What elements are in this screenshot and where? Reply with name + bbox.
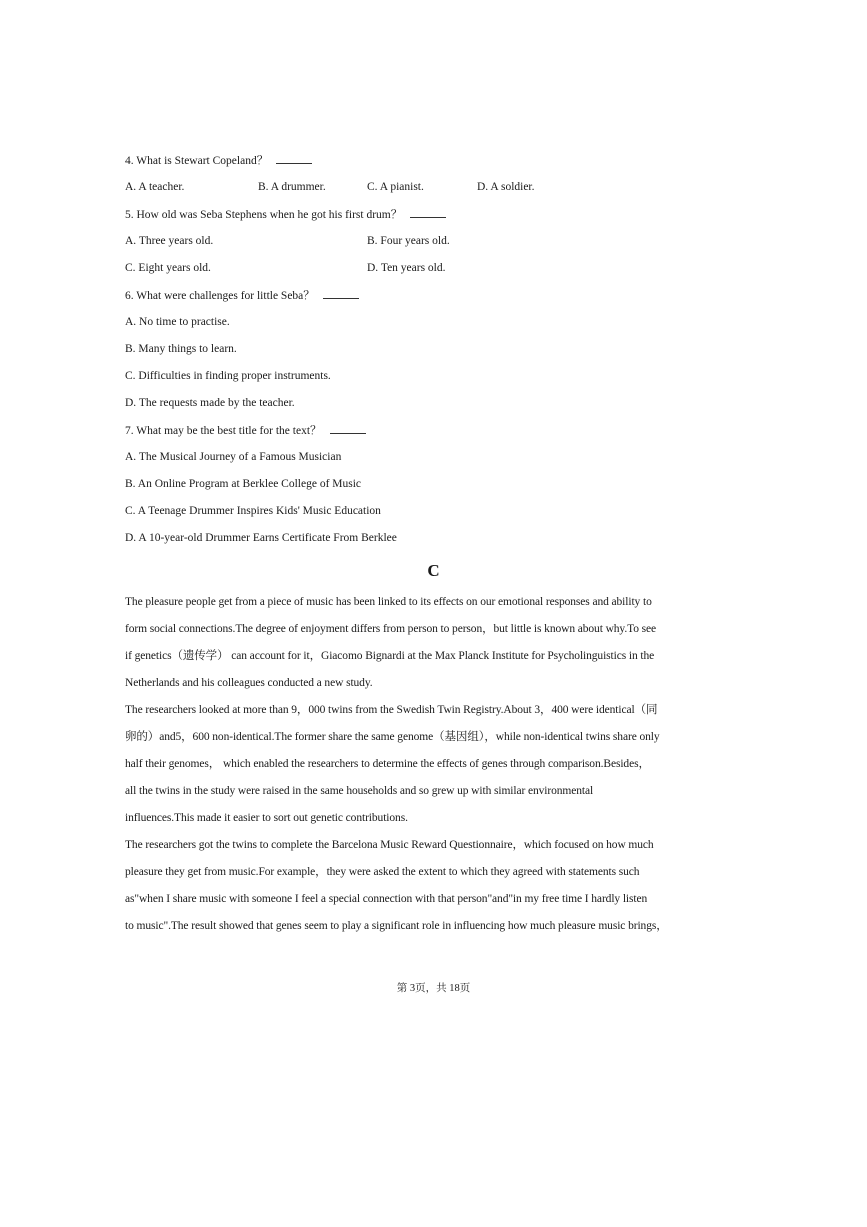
- answer-blank: [410, 207, 446, 218]
- question-7-option-a: A. The Musical Journey of a Famous Musician: [125, 451, 342, 463]
- passage-line: if genetics（遗传学） can account for it，Giacomo Bignardi at the Max Planck Institute for Psycholinguistics in the: [125, 650, 655, 662]
- page-footer: 第 3页，共 18页: [396, 983, 471, 994]
- section-heading: C: [427, 561, 440, 580]
- question-4-option-d: D. A soldier.: [477, 181, 535, 193]
- passage-line: to music".The result showed that genes seem to play a significant role in influencing how much pleasure music brings，: [125, 920, 668, 932]
- question-5-option-d: D. Ten years old.: [367, 262, 446, 274]
- question-4-option-b: B. A drummer.: [258, 181, 326, 193]
- question-5-stem: 5. How old was Seba Stephens when he got his first drum？: [125, 207, 446, 222]
- question-7-option-b: B. An Online Program at Berklee College of Music: [125, 478, 362, 490]
- question-6-option-d: D. The requests made by the teacher.: [125, 397, 295, 409]
- passage-line: all the twins in the study were raised in the same households and so grew up with similar environmental: [125, 785, 594, 797]
- answer-blank: [323, 288, 359, 299]
- passage-line: influences.This made it easier to sort out genetic contributions.: [125, 812, 408, 824]
- question-5-option-b: B. Four years old.: [367, 235, 450, 247]
- passage-line: as"when I share music with someone I feel a special connection with that person"and"in my free time I hardly listen: [125, 893, 648, 905]
- question-6-option-c: C. Difficulties in finding proper instruments.: [125, 370, 331, 382]
- passage-line: form social connections.The degree of enjoyment differs from person to person，but little is known about why.To see: [125, 623, 657, 635]
- question-6-option-a: A. No time to practise.: [125, 316, 230, 328]
- passage-line: pleasure they get from music.For example，they were asked the extent to which they agreed with statements such: [125, 866, 640, 878]
- question-7-option-c: C. A Teenage Drummer Inspires Kids' Music Education: [125, 505, 381, 517]
- question-7-option-d: D. A 10-year-old Drummer Earns Certificate From Berklee: [125, 532, 397, 544]
- answer-blank: [330, 423, 366, 434]
- question-6-option-b: B. Many things to learn.: [125, 343, 237, 355]
- question-4-option-a: A. A teacher.: [125, 181, 185, 193]
- question-7-stem: 7. What may be the best title for the text？: [125, 423, 366, 438]
- passage-line: half their genomes， which enabled the researchers to determine the effects of genes through comparison.Besides，: [125, 758, 650, 770]
- question-5-option-c: C. Eight years old.: [125, 262, 211, 274]
- passage-line: The researchers got the twins to complete the Barcelona Music Reward Questionnaire，which focused on how much: [125, 839, 654, 851]
- question-6-stem: 6. What were challenges for little Seba？: [125, 288, 359, 303]
- question-4-stem: 4. What is Stewart Copeland？: [125, 153, 312, 168]
- question-4-option-c: C. A pianist.: [367, 181, 424, 193]
- answer-blank: [276, 153, 312, 164]
- passage-line: The researchers looked at more than 9，000 twins from the Swedish Twin Registry.About 3，400 were identical（同: [125, 704, 658, 716]
- question-5-option-a: A. Three years old.: [125, 235, 214, 247]
- passage-line: The pleasure people get from a piece of music has been linked to its effects on our emotional responses and ability to: [125, 596, 652, 608]
- passage-line: 卵的）and5，600 non-identical.The former share the same genome（基因组），while non-identical twins share only: [125, 731, 660, 743]
- passage-line: Netherlands and his colleagues conducted a new study.: [125, 677, 373, 689]
